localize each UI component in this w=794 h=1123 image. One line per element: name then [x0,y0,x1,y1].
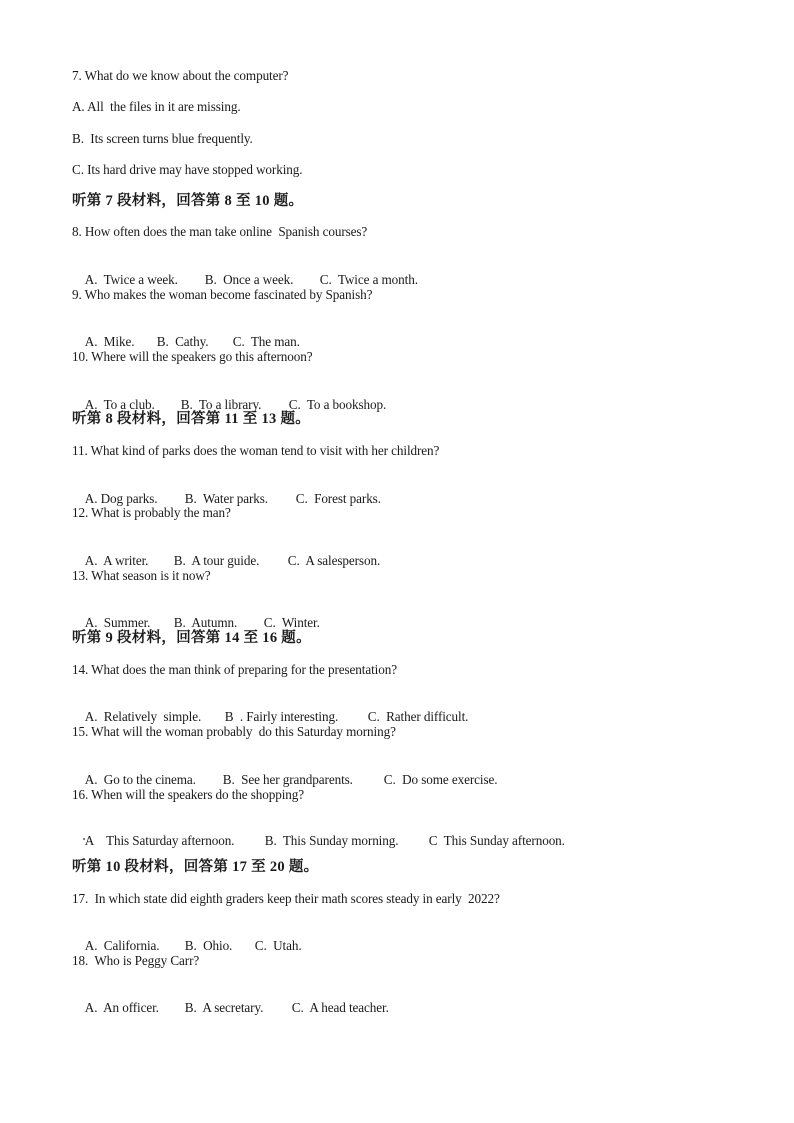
option-a: A. Summer. [84,615,151,630]
section-heading: 听第 8 段材料，回答第 11 至 13 题。 [72,411,311,427]
question-13: 13. What season is it now? [72,568,211,583]
option-a: A. Go to the cinema. [84,772,196,787]
option-a: A. Mike. [84,334,135,349]
question-18: 18. Who is Peggy Carr? [72,953,200,968]
section-heading: 听第 9 段材料，回答第 14 至 16 题。 [72,630,311,646]
option-a: A. Dog parks. [84,491,158,506]
option-c: C. Winter. [263,615,320,630]
question-8: 8. How often does the man take online Spanish courses? [72,224,368,239]
option-a: A. A writer. [84,553,149,568]
stray-dot-mark [83,838,85,840]
option-c: C. The man. [232,334,300,349]
option-b: B. This Sunday morning. [264,833,399,848]
option-a: A. An officer. [84,1000,159,1015]
question-16: 16. When will the speakers do the shopping? [72,787,305,802]
question-9: 9. Who makes the woman become fascinated by Spanish? [72,287,373,302]
question-10: 10. Where will the speakers go this afternoon? [72,349,313,364]
options-row [72,817,565,865]
option-a: A. California. [84,938,160,953]
question-17: 17. In which state did eighth graders keep their math scores steady in early 2022? [72,891,500,906]
option-c: C. Utah. [254,938,302,953]
option-c: C. Do some exercise. [383,772,498,787]
option-b: B. See her grandparents. [222,772,353,787]
options-row [72,984,389,1032]
option-c: C. A head teacher. [291,1000,389,1015]
question-12: 12. What is probably the man? [72,505,231,520]
question-7: 7. What do we know about the computer? [72,68,289,83]
option-c: C. Rather difficult. [367,709,469,724]
option-b: B. Water parks. [184,491,268,506]
option-c: C This Sunday afternoon. [428,833,565,848]
option-b: B. Once a week. [204,272,294,287]
option-b: B. Cathy. [156,334,209,349]
option-b: B. Ohio. [184,938,233,953]
option-line: B. Its screen turns blue frequently. [72,131,253,146]
option-c: C. Twice a month. [319,272,418,287]
question-11: 11. What kind of parks does the woman tend to visit with her children? [72,443,440,458]
option-a: A. Relatively simple. [84,709,202,724]
option-line: A. All the files in it are missing. [72,99,241,114]
option-b: B. A tour guide. [173,553,260,568]
option-a: A. To a club. [84,397,155,412]
option-line: C. Its hard drive may have stopped working. [72,162,303,177]
option-c: C. A salesperson. [287,553,381,568]
option-b: B . Fairly interesting. [224,709,339,724]
question-14: 14. What does the man think of preparing for the presentation? [72,662,397,677]
option-a: A. Twice a week. [84,272,178,287]
option-b: B. A secretary. [184,1000,264,1015]
question-15: 15. What will the woman probably do this Saturday morning? [72,724,396,739]
option-a: A This Saturday afternoon. [84,833,235,848]
section-heading: 听第 7 段材料，回答第 8 至 10 题。 [72,193,304,209]
option-b: B. Autumn. [173,615,238,630]
option-c: C. Forest parks. [295,491,381,506]
section-heading: 听第 10 段材料，回答第 17 至 20 题。 [72,859,319,875]
option-c: C. To a bookshop. [288,397,387,412]
option-b: B. To a library. [180,397,262,412]
